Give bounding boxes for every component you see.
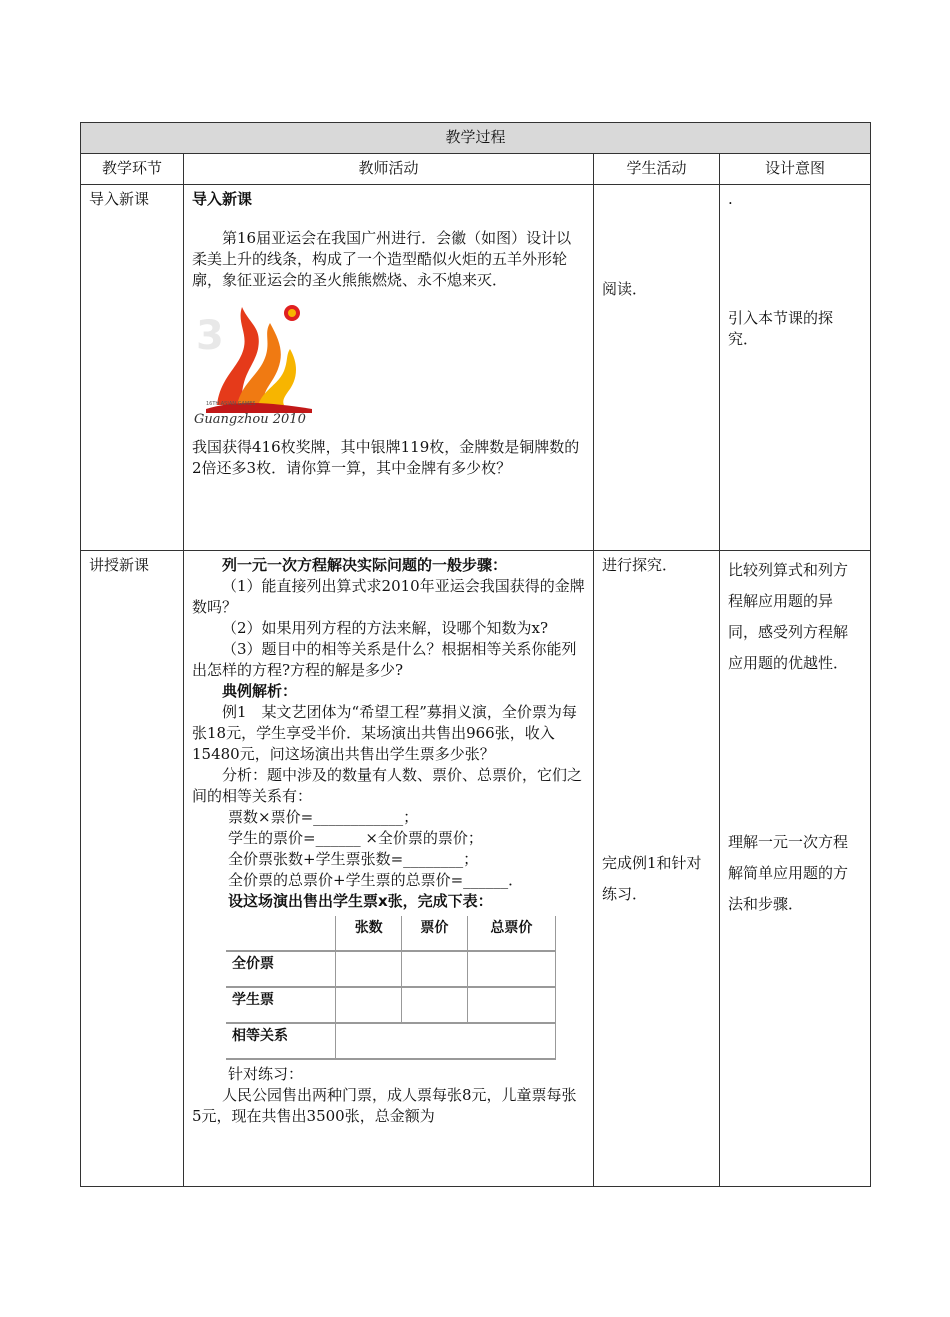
header-student: 学生活动	[594, 154, 720, 185]
mini-cell	[467, 987, 555, 1023]
table-prompt: 设这场演出售出学生票x张，完成下表：	[228, 892, 493, 910]
steps-heading: 列一元一次方程解决实际问题的一般步骤：	[222, 556, 508, 574]
logo-script-text: Guangzhou 2010	[194, 412, 306, 427]
row1-intent-text: 引入本节课的探究．	[728, 309, 834, 348]
row2-intent-1: 比较列算式和列方程解应用题的异同，感受列方程解应用题的优越性．	[728, 561, 849, 672]
mini-row-relation: 相等关系	[226, 1023, 336, 1059]
asian-games-logo	[192, 297, 332, 427]
row2-student-2: 完成例1和针对练习．	[602, 854, 702, 903]
mini-row-full: 全价票	[226, 951, 336, 987]
relation-2: 学生的票价=______ ×全价票的票价；	[228, 829, 483, 847]
mini-row-student: 学生票	[226, 987, 336, 1023]
mini-header-count: 张数	[336, 916, 402, 951]
row1-para2: 我国获得416枚奖牌，其中银牌119枚，金牌数是铜牌数的2倍还多3枚．请你算一算，其中金牌有多少枚？	[192, 438, 580, 477]
row1-heading: 导入新课	[192, 190, 253, 208]
analysis: 分析：题中涉及的数量有人数、票价、总票价，它们之间的相等关系有：	[192, 766, 583, 805]
logo-small-text: 16TH ASIAN GAMES	[206, 401, 256, 407]
row2-student	[594, 551, 720, 1187]
question-2: （2）如果用列方程的方法来解，设哪个知数为x?	[222, 619, 549, 637]
row1-student	[594, 185, 720, 551]
table-title: 教学过程	[81, 123, 871, 154]
relation-4: 全价票的总票价+学生票的总票价=______．	[228, 871, 524, 889]
mini-cell	[336, 987, 402, 1023]
header-stage: 教学环节	[81, 154, 184, 185]
row1-teacher	[184, 185, 594, 551]
mini-cell	[402, 951, 468, 987]
row2-teacher	[184, 551, 594, 1187]
question-3: （3）题目中的相等关系是什么？根据相等关系你能列出怎样的方程?方程的解是多少?	[192, 640, 577, 679]
example-1: 例1 某文艺团体为“希望工程”募捐义演，全价票为每张18元，学生享受半价．某场演出共售出966张，收入15480元，问这场演出共售出学生票多少张？	[192, 703, 577, 763]
example-heading: 典例解析：	[222, 682, 298, 700]
question-1: （1）能直接列出算式求2010年亚运会我国获得的金牌数吗？	[192, 577, 585, 616]
relation-3: 全价票张数+学生票张数=________；	[228, 850, 479, 868]
mini-header-blank	[226, 916, 336, 951]
mini-cell	[402, 987, 468, 1023]
header-teacher: 教师活动	[184, 154, 594, 185]
row1-intent-dot: .	[728, 190, 733, 208]
relation-1: 票数×票价=____________；	[228, 808, 419, 826]
mini-cell	[336, 1023, 556, 1059]
mini-header-total: 总票价	[467, 916, 555, 951]
row2-student-1: 进行探究．	[602, 556, 678, 574]
mini-header-price: 票价	[402, 916, 468, 951]
row1-student-text: 阅读．	[602, 280, 648, 298]
row1-para1: 第16届亚运会在我国广州进行．会徽（如图）设计以柔美上升的线条，构成了一个造型酷似火炬的五羊外形轮廓，象征亚运会的圣火熊熊燃烧、永不熄来灭．	[192, 229, 572, 289]
mini-cell	[467, 951, 555, 987]
practice-text: 人民公园售出两种门票，成人票每张8元，儿童票每张5元，现在共售出3500张，总金额为	[192, 1086, 577, 1125]
mini-cell	[336, 951, 402, 987]
row2-intent	[720, 551, 871, 1187]
svg-text:3: 3	[196, 313, 224, 359]
lesson-table	[80, 122, 871, 1187]
row1-intent	[720, 185, 871, 551]
practice-heading: 针对练习：	[228, 1065, 304, 1083]
row2-stage: 讲授新课	[81, 551, 184, 1187]
row2-intent-2: 理解一元一次方程解简单应用题的方法和步骤．	[728, 833, 849, 913]
ticket-table	[226, 916, 556, 1060]
header-intent: 设计意图	[720, 154, 871, 185]
row1-stage: 导入新课	[81, 185, 184, 551]
